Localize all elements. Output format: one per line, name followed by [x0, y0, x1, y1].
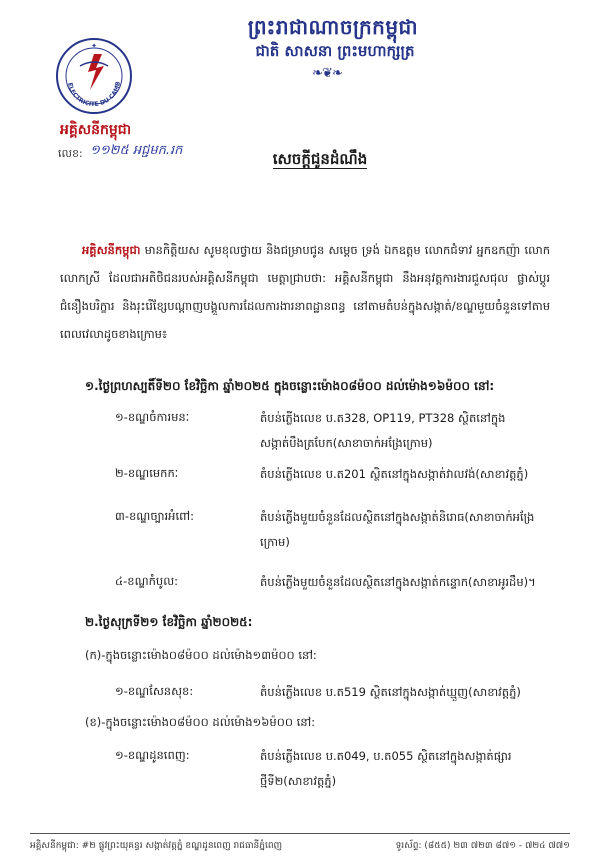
s1-area-2: តំបន់ភ្លើងលេខ ប.ត201 ស្ថិតនៅក្នុងសង្កាត់វាលវង់(សាខាវត្តភ្នំ) [260, 467, 529, 481]
s2b-district: ១-ខណ្ឌដូនពេញ: [115, 748, 190, 762]
footer-phone: ទូរស័ព្ទ: (៨៥៥) ២៣ ៧២៣ ៨៧១ - ៧២៤ ៧៧១ [395, 841, 570, 851]
s1-area-4: តំបន់ភ្លើងមួយចំនួនដែលស្ថិតនៅក្នុងសង្កាត់កន្ទោក(សាខាអូរដឹម)។ [260, 575, 536, 589]
svg-text:ELECTRICITE DU CAMBODGE: ELECTRICITE DU CAMB [66, 81, 123, 109]
s2b-area: តំបន់ភ្លើងលេខ ប.ត049, ប.ត055 ស្ថិតនៅក្នុងសង្កាត់ផ្សារថ្មីទី២(សាខាវត្តភ្នំ) [260, 749, 512, 788]
s1-district-1: ១-ខណ្ឌចំការមនៈ [115, 410, 190, 424]
s1-area-1: តំបន់ភ្លើងលេខ ប.ត328, OP119, PT328 ស្ថិតនៅក្នុងសង្កាត់បឹងត្របែក(សាខាចាក់អង្រែក្រោម) [260, 411, 506, 450]
svg-text:✦: ✦ [91, 42, 97, 50]
s2a-heading: (ក)-ក្នុងចន្លោះម៉ោង០៨ម៉០០ ដល់ម៉ោង១៣ម៉០០ នៅ: [85, 648, 317, 662]
org-name: អគ្គិសនីកម្ពុជា [60, 122, 132, 138]
motto-heading: ជាតិ សាសនា ព្រះមហាក្សត្រ [255, 42, 415, 60]
ornament-divider: ❧❦❧ [312, 66, 342, 81]
intro-body: មានកិត្តិយស សូមខុលថ្វាយ និងជម្រាបជូន សម្តេច ទ្រង់ ឯកឧត្តម លោកជំទាវ អ្នកឧកញ៉ា លោក លោកស្រី ដែលជាអតិថិជនរបស់អគ្គិសនីកម្ពុជា មេត្តាជ្រាបថា: អគ្គិសនីកម្ពុជា នឹងអនុវត្តការងារជួសជុល ផ្លាស់ប្តូរជំនឿងបរិក្ខារ និងរុះរើខ្សែបណ្តាញបង្គួលការដែលការងារនាពដ្ឋានពន្ធ នៅតាមតំបន់ក្នុងសង្កាត់/ខណ្ឌមួយចំនួនទៅតាមពេលវេលាដូចខាងក្រោម៖ [60, 243, 550, 341]
document-title [185, 150, 455, 169]
kingdom-heading: ព្រះរាជាណាចក្រកម្ពុជា [247, 15, 419, 39]
reference-label: លេខ: [58, 147, 83, 160]
footer-address: អគ្គិសនីកម្ពុជា: #២ ផ្លូវព្រះយុគន្ធរ សង្កាត់វត្តភ្នំ ខណ្ឌដូនពេញ រាជធានីភ្នំពេញ [30, 841, 283, 851]
s1-district-2: ២-ខណ្ឌមេកកៈ [115, 466, 179, 480]
footer-divider [30, 833, 570, 834]
s2a-area: តំបន់ភ្លើងលេខ ប.ត519 ស្ថិតនៅក្នុងសង្កាត់ឃ្មួញ(សាខាវត្តភ្នំ) [260, 685, 521, 699]
edc-logo [54, 36, 134, 116]
intro-lead: អគ្គិសនីកម្ពុជា [82, 243, 141, 257]
section1-heading: ១.ថ្ងៃព្រហស្បតិ៍ទី២០ ខែវិច្ឆិកា ឆ្នាំ២០២៥ ក្នុងចន្លោះម៉ោង០៨ម៉០០ ដល់ម៉ោង១៦ម៉០០ នៅ: [85, 379, 495, 393]
title-text: សេចក្តីជូនដំណឹង [272, 150, 368, 168]
reference-number: ១១២៥ អជ្ជមក.រក [90, 143, 183, 158]
s2b-heading: (ខ)-ក្នុងចន្លោះម៉ោង០៨ម៉០០ ដល់ម៉ោង១៦ម៉០០ នៅ: [85, 715, 316, 729]
section2-heading: ២.ថ្ងៃសុក្រទី២១ ខែវិច្ឆិកា ឆ្នាំ២០២៥: [85, 615, 253, 629]
s2a-district: ១-ខណ្ឌសែនសុខ: [115, 684, 194, 698]
intro-paragraph [60, 236, 550, 348]
s1-district-3: ៣-ខណ្ឌច្បារអំពៅ: [115, 509, 194, 523]
s1-district-4: ៤-ខណ្ឌកំបូល: [115, 574, 179, 588]
s1-area-3: តំបន់ភ្លើងមួយចំនួនដែលស្ថិតនៅក្នុងសង្កាត់និរោធ(សាខាចាក់អង្រែក្រោម) [260, 510, 535, 549]
